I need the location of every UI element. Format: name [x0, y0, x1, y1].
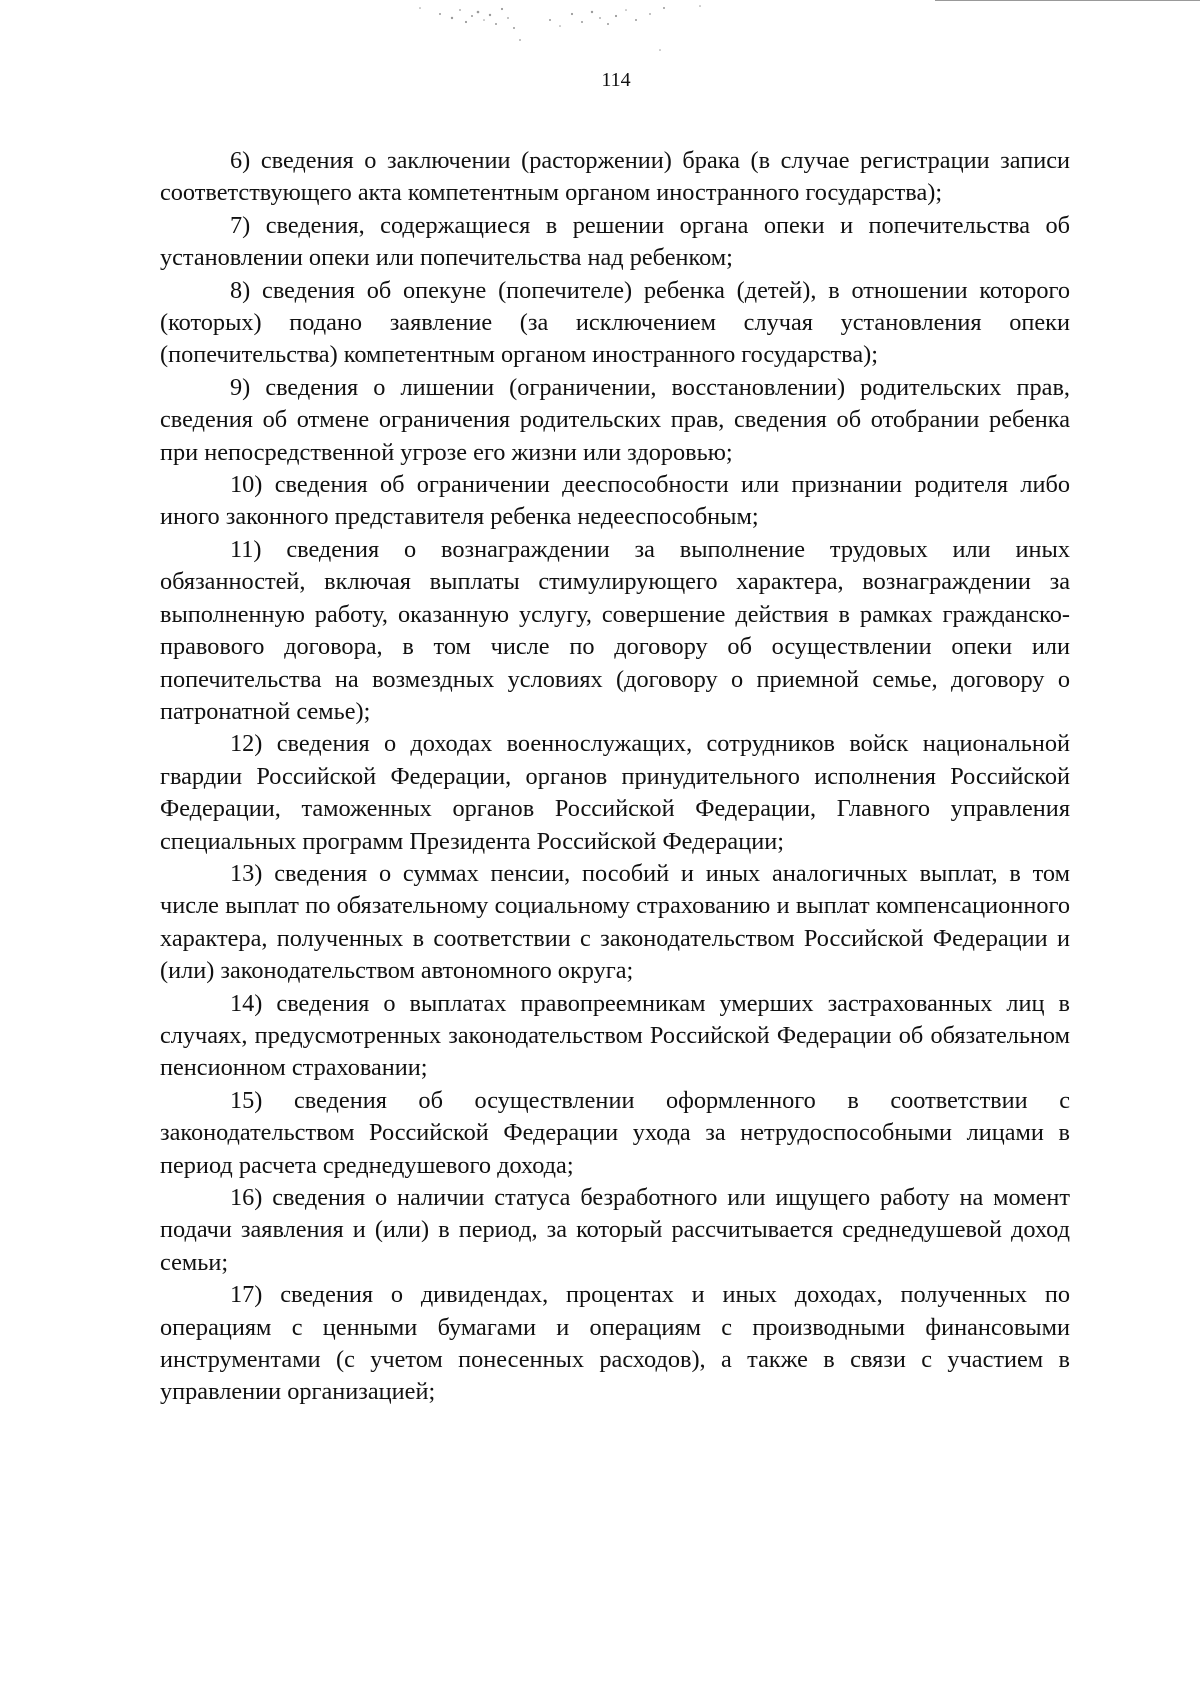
item-text: сведения о суммах пенсии, пособий и иных аналогичных выплат, в том числе выплат по обязательному социальному страхованию и выплат компенсационного характера, полученных в соответствии с законодательством Российской Федерации и (или) законодательством автономного округа;	[160, 859, 1070, 985]
document-body	[160, 145, 1070, 1409]
item-number: 14)	[230, 989, 263, 1017]
list-item	[160, 988, 1070, 1085]
item-text: сведения о дивидендах, процентах и иных доходах, полученных по операциям с ценными бумагами и операциям с производными финансовыми инструментами (с учетом понесенных расходов), а также в связи с участием в управлении организацией;	[160, 1281, 1070, 1406]
list-item	[160, 1085, 1070, 1182]
scan-edge-line	[935, 0, 1200, 1]
item-text: сведения о доходах военнослужащих, сотрудников войск национальной гвардии Российской Федерации, органов принудительного исполнения Российской Федерации, таможенных органов Российской Федерации, Главного управления специальных программ Президента Российской Федерации;	[160, 730, 1070, 855]
item-text: сведения о вознаграждении за выполнение трудовых или иных обязанностей, включая выплаты стимулирующего характера, вознаграждении за выполненную работу, оказанную услугу, совершение действия в рамках гражданско-правового договора, в том числе по договору об осуществлении опеки или попечительства на возмездных условиях (договору о приемной семье, договору о патронатной семье);	[160, 535, 1070, 725]
item-text: сведения о выплатах правопреемникам умерших застрахованных лиц в случаях, предусмотренных законодательством Российской Федерации об обязательном пенсионном страховании;	[160, 989, 1071, 1082]
list-item	[160, 534, 1070, 728]
list-item	[160, 858, 1070, 988]
list-item	[160, 1279, 1070, 1409]
item-number: 8)	[230, 276, 251, 304]
item-text: сведения о заключении (расторжении) брака (в случае регистрации записи соответствующего акта компетентным органом иностранного государства);	[160, 147, 1071, 207]
page-number: 114	[601, 69, 631, 91]
list-item	[160, 469, 1070, 534]
item-text: сведения об ограничении дееспособности или признании родителя либо иного законного представителя ребенка недееспособным;	[160, 471, 1070, 531]
list-item	[160, 1182, 1070, 1279]
item-number: 11)	[230, 535, 262, 563]
item-number: 15)	[230, 1086, 263, 1114]
item-number: 7)	[230, 211, 251, 239]
item-text: сведения о наличии статуса безработного или ищущего работу на момент подачи заявления и (или) в период, за который рассчитывается среднедушевой доход семьи;	[160, 1184, 1070, 1276]
item-number: 13)	[230, 859, 263, 887]
scan-noise-mark	[400, 0, 730, 60]
list-item	[160, 372, 1070, 469]
item-text: сведения, содержащиеся в решении органа опеки и попечительства об установлении опеки или попечительства над ребенком;	[160, 211, 1071, 272]
item-number: 17)	[230, 1281, 263, 1309]
list-item	[160, 145, 1070, 210]
item-number: 6)	[230, 147, 251, 174]
item-text: сведения об опекуне (попечителе) ребенка (детей), в отношении которого (которых) подано заявление (за исключением случая установления опеки (попечительства) компетентным органом иностранного государства);	[160, 276, 1070, 369]
item-text: сведения о лишении (ограничении, восстановлении) родительских прав, сведения об отмене ограничения родительских прав, сведения об отобрании ребенка при непосредственной угрозе его жизни или здоровью;	[160, 373, 1070, 466]
list-item	[160, 210, 1070, 275]
item-number: 16)	[230, 1184, 263, 1211]
item-number: 10)	[230, 471, 263, 499]
item-text: сведения об осуществлении оформленного в соответствии с законодательством Российской Федерации ухода за нетрудоспособными лицами в период расчета среднедушевого дохода;	[160, 1086, 1071, 1179]
list-item	[160, 275, 1070, 372]
item-number: 12)	[230, 730, 263, 758]
list-item	[160, 728, 1070, 858]
item-number: 9)	[230, 373, 251, 401]
